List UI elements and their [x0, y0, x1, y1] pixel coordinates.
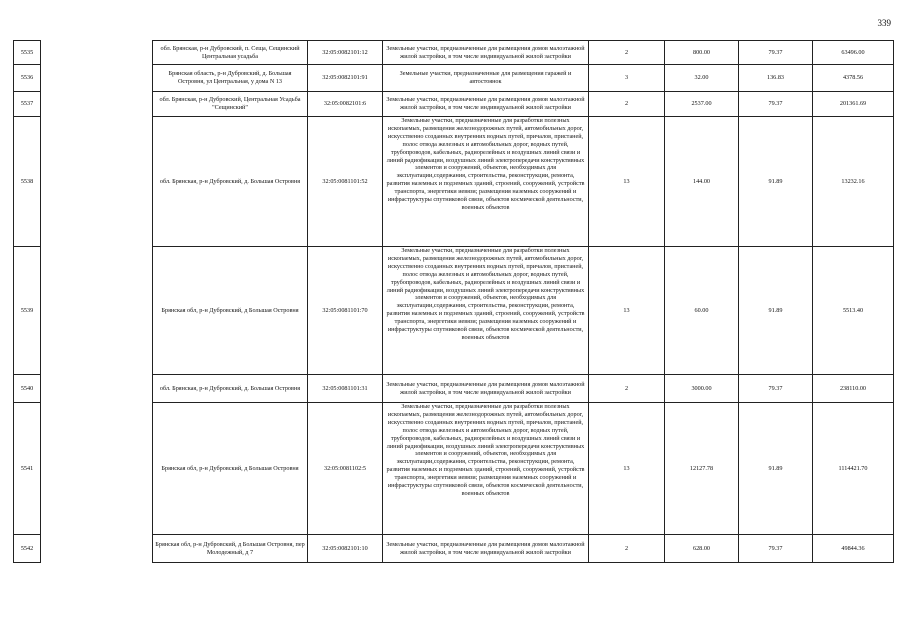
- cadastral-number-cell: 32:05:0082101:6: [308, 92, 383, 117]
- rate-cell: 91.89: [739, 247, 813, 375]
- row-number: 5541: [14, 403, 41, 535]
- table-row: [14, 375, 894, 403]
- address-cell: обл. Брянская, р-н Дубровский, д. Большая Островня: [153, 375, 308, 403]
- area-cell: 800.00: [665, 41, 739, 65]
- cadastral-number-cell: 32:05:0081102:5: [308, 403, 383, 535]
- cadastral-value-cell: 63496.00: [813, 41, 894, 65]
- area-cell: 628.00: [665, 535, 739, 563]
- address-cell: Брянская область, р-н Дубровский, д. Большая Островня, ул Центральная, у дома N 13: [153, 65, 308, 92]
- rate-cell: 79.37: [739, 375, 813, 403]
- rate-cell: 136.83: [739, 65, 813, 92]
- land-use-cell: Земельные участки, предназначенные для разработки полезных ископаемых, размещения железнодорожных путей, автомобильных дорог, искусственно созданных внутренних водных путей, причалов, пристаней, полос отвода железных и автомобильных дорог, водных путей, трубопроводов, кабельных, радиорелейных и воздушных линий связи и линий радиофикации, воздушных линий электропередачи конструктивных элементов и сооружений, объектов, необходимых для эксплуатации,содержания, строительства, реконструкции, ремонта, развития наземных и подземных зданий, строений, сооружений, устройств транспорта, энергетики иевязи; размещения наземных сооружений и инфраструктуры спутниковой связи, объектов космической деятельности, военных объектов: [383, 247, 589, 375]
- cadastral-value-cell: 201361.69: [813, 92, 894, 117]
- group-cell: 13: [589, 117, 665, 247]
- row-number: 5535: [14, 41, 41, 65]
- address-cell: обл. Брянская, р-н Дубровский, д. Большая Островня: [153, 117, 308, 247]
- page-number: 339: [877, 18, 891, 28]
- rate-cell: 91.89: [739, 403, 813, 535]
- cadastral-value-cell: 1114421.70: [813, 403, 894, 535]
- table-row: [14, 535, 894, 563]
- cadastral-value-cell: 49844.36: [813, 535, 894, 563]
- empty-column: [41, 117, 153, 247]
- table-row: [14, 92, 894, 117]
- land-use-cell: Земельные участки, предназначенные для разработки полезных ископаемых, размещения железнодорожных путей, автомобильных дорог, искусственно созданных внутренних водных путей, причалов, пристаней, полос отвода железных и автомобильных дорог, водных путей, трубопроводов, кабельных, радиорелейных и воздушных линий связи и линий радиофикации, воздушных линий электропередачи конструктивных элементов и сооружений, объектов, необходимых для эксплуатации,содержания, строительства, реконструкции, ремонта, развития наземных и подземных зданий, строений, сооружений, устройств транспорта, энергетики иевязи; размещения наземных сооружений и инфраструктуры спутниковой связи, объектов космической деятельности, военных объектов: [383, 117, 589, 247]
- empty-column: [41, 247, 153, 375]
- address-cell: обл. Брянская, р-н Дубровский, п. Сеща, Сещинский Центральная усадьба: [153, 41, 308, 65]
- group-cell: 3: [589, 65, 665, 92]
- empty-column: [41, 92, 153, 117]
- address-cell: Брянская обл, р-н Дубровский, д Большая Островня: [153, 403, 308, 535]
- table-row: [14, 117, 894, 247]
- empty-column: [41, 403, 153, 535]
- land-use-cell: Земельные участки, предназначенные для разработки полезных ископаемых, размещения железнодорожных путей, автомобильных дорог, искусственно созданных внутренних водных путей, причалов, пристаней, полос отвода железных и автомобильных дорог, водных путей, трубопроводов, кабельных, радиорелейных и воздушных линий связи и линий радиофикации, воздушных линий электропередачи конструктивных элементов и сооружений, объектов, необходимых для эксплуатации,содержания, строительства, реконструкции, ремонта, развития наземных и подземных зданий, строений, сооружений, устройств транспорта, энергетики иевязи; размещения наземных сооружений и инфраструктуры спутниковой связи, объектов космической деятельности, военных объектов: [383, 403, 589, 535]
- group-cell: 2: [589, 92, 665, 117]
- row-number: 5540: [14, 375, 41, 403]
- cadastral-number-cell: 32:05:0081101:52: [308, 117, 383, 247]
- cadastral-value-cell: 4378.56: [813, 65, 894, 92]
- empty-column: [41, 65, 153, 92]
- table-row: [14, 247, 894, 375]
- empty-column: [41, 535, 153, 563]
- table-row: [14, 41, 894, 65]
- rate-cell: 79.37: [739, 535, 813, 563]
- row-number: 5537: [14, 92, 41, 117]
- area-cell: 3000.00: [665, 375, 739, 403]
- row-number: 5538: [14, 117, 41, 247]
- cadastral-value-table: [13, 40, 894, 563]
- group-cell: 13: [589, 403, 665, 535]
- land-use-cell: Земельные участки, предназначенные для размещения гаражей и автостоянок: [383, 65, 589, 92]
- table-row: [14, 403, 894, 535]
- area-cell: 32.00: [665, 65, 739, 92]
- row-number: 5539: [14, 247, 41, 375]
- address-cell: обл. Брянская, р-н Дубровский, Центральная Усадьба "Сещинский": [153, 92, 308, 117]
- cadastral-value-cell: 13232.16: [813, 117, 894, 247]
- cadastral-number-cell: 32:05:0081101:31: [308, 375, 383, 403]
- cadastral-number-cell: 32:05:0082101:10: [308, 535, 383, 563]
- cadastral-value-cell: 5513.40: [813, 247, 894, 375]
- group-cell: 2: [589, 41, 665, 65]
- rate-cell: 79.37: [739, 92, 813, 117]
- cadastral-value-cell: 238110.00: [813, 375, 894, 403]
- land-use-cell: Земельные участки, предназначенные для размещения домов малоэтажной жилой застройки, в том числе индивидуальной жилой застройки: [383, 92, 589, 117]
- table-row: [14, 65, 894, 92]
- group-cell: 2: [589, 535, 665, 563]
- area-cell: 12127.78: [665, 403, 739, 535]
- land-use-cell: Земельные участки, предназначенные для размещения домов малоэтажной жилой застройки, в том числе индивидуальной жилой застройки: [383, 535, 589, 563]
- empty-column: [41, 375, 153, 403]
- cadastral-number-cell: 32:05:0082101:12: [308, 41, 383, 65]
- area-cell: 2537.00: [665, 92, 739, 117]
- address-cell: Брянская обл, р-н Дубровский, д Большая Островня, пер Молодежный, д 7: [153, 535, 308, 563]
- address-cell: Брянская обл, р-н Дубровский, д Большая Островня: [153, 247, 308, 375]
- rate-cell: 79.37: [739, 41, 813, 65]
- area-cell: 144.00: [665, 117, 739, 247]
- land-use-cell: Земельные участки, предназначенные для размещения домов малоэтажной жилой застройки, в том числе индивидуальной жилой застройки: [383, 375, 589, 403]
- rate-cell: 91.89: [739, 117, 813, 247]
- group-cell: 13: [589, 247, 665, 375]
- group-cell: 2: [589, 375, 665, 403]
- empty-column: [41, 41, 153, 65]
- area-cell: 60.00: [665, 247, 739, 375]
- land-use-cell: Земельные участки, предназначенные для размещения домов малоэтажной жилой застройки, в том числе индивидуальной жилой застройки: [383, 41, 589, 65]
- cadastral-number-cell: 32:05:0081101:70: [308, 247, 383, 375]
- row-number: 5536: [14, 65, 41, 92]
- row-number: 5542: [14, 535, 41, 563]
- cadastral-number-cell: 32:05:0082101:91: [308, 65, 383, 92]
